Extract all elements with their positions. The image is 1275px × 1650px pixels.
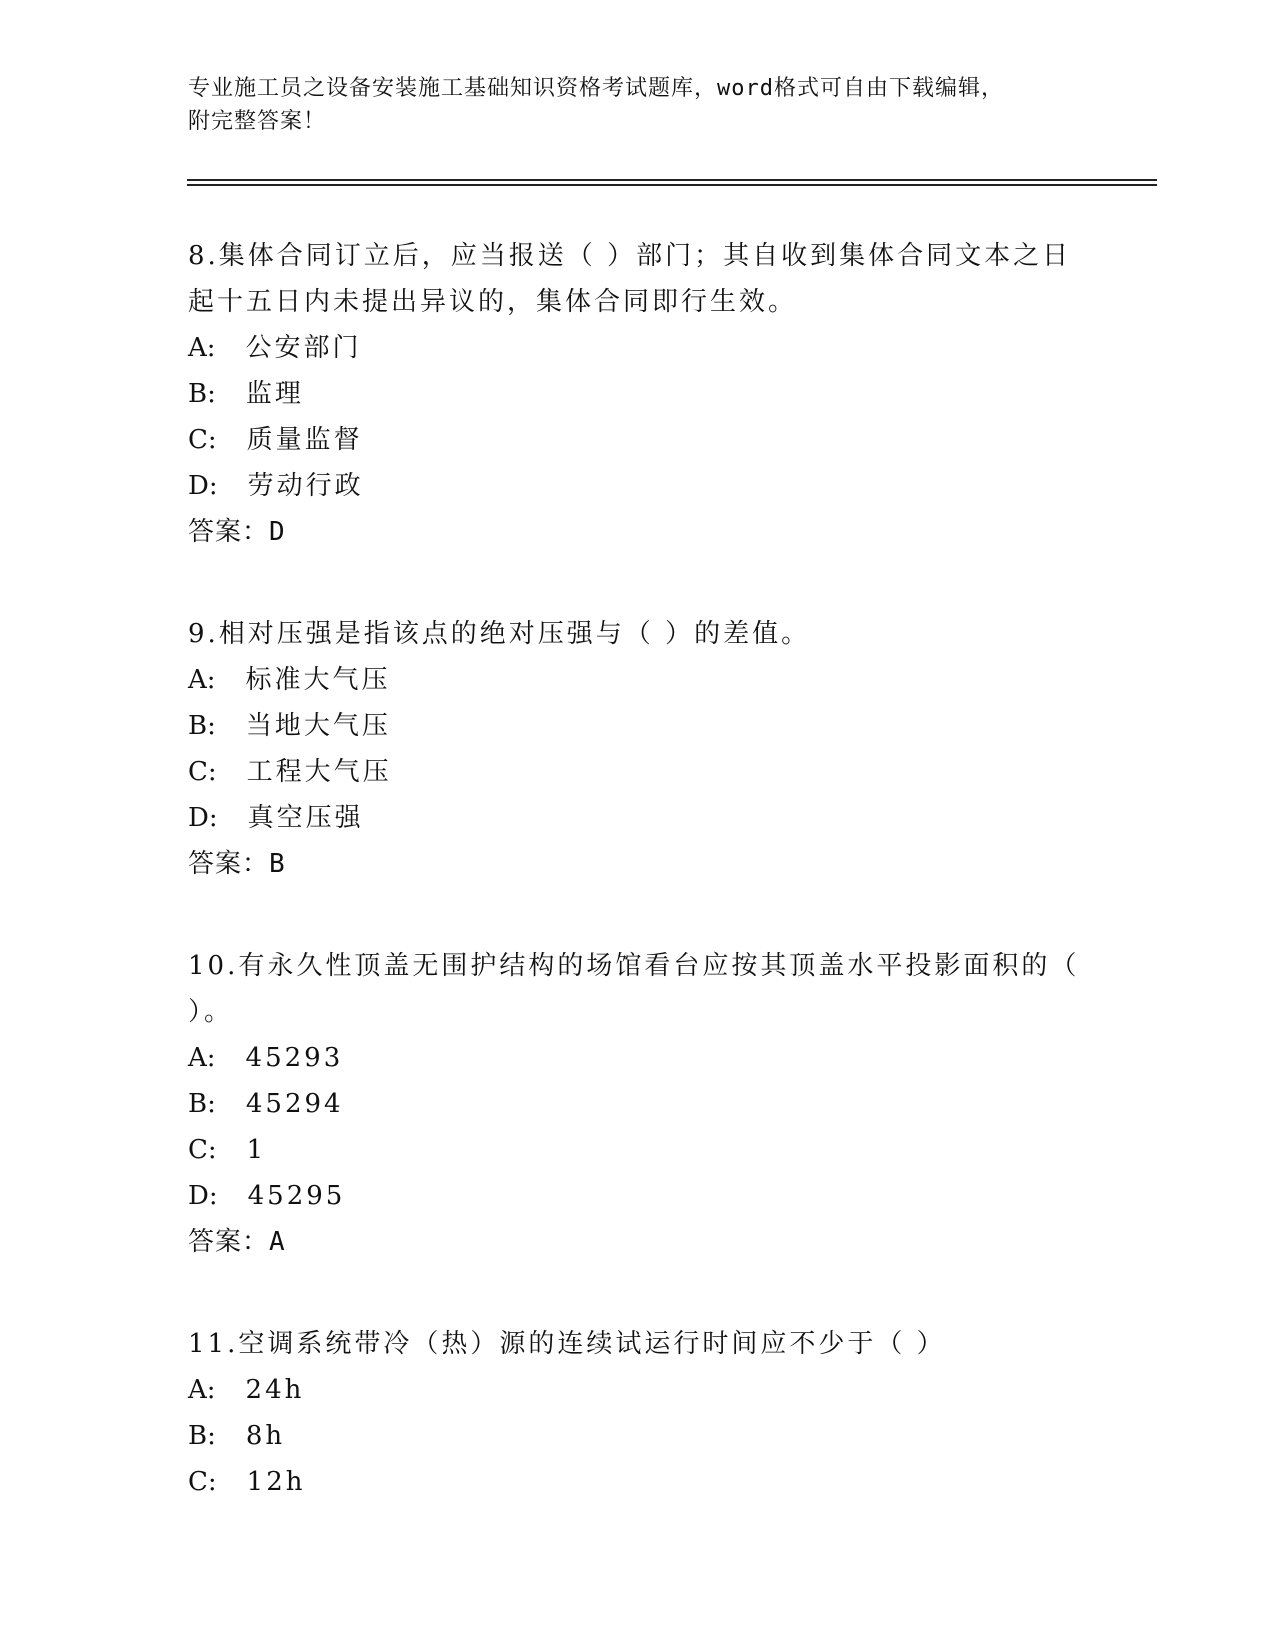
option-letter: C:: [188, 757, 217, 787]
option-letter: D:: [188, 803, 218, 833]
option-letter: A:: [188, 1043, 216, 1073]
option-d: [188, 1173, 1088, 1219]
header-line-1: 专业施工员之设备安装施工基础知识资格考试题库，word格式可自由下载编辑，: [188, 76, 1004, 101]
option-letter: C:: [188, 1135, 217, 1165]
option-letter: B:: [188, 711, 216, 741]
option-text: 24h: [245, 1375, 305, 1405]
answer-line: 答案：B: [188, 849, 286, 879]
option-a: [188, 1035, 1088, 1081]
option-text: 标准大气压: [245, 665, 391, 695]
option-b: [188, 703, 1088, 749]
option-text: 12h: [246, 1467, 306, 1497]
option-d: [188, 463, 1088, 509]
option-b: [188, 1413, 1088, 1459]
option-d: [188, 795, 1088, 841]
option-letter: D:: [188, 1181, 218, 1211]
option-text: 1: [246, 1135, 267, 1165]
question-stem: 8.集体合同订立后，应当报送（ ）部门；其自收到集体合同文本之日起十五日内未提出异议的，集体合同即行生效。: [188, 241, 1072, 317]
option-text: 45293: [245, 1043, 344, 1073]
option-a: [188, 1367, 1088, 1413]
header-rule-top: [187, 179, 1157, 181]
option-letter: D:: [188, 471, 218, 501]
option-a: [188, 657, 1088, 703]
option-letter: B:: [188, 1421, 216, 1451]
question-stem: 9.相对压强是指该点的绝对压强与（ ）的差值。: [188, 619, 811, 649]
option-c: [188, 1127, 1088, 1173]
option-text: 监理: [245, 379, 304, 409]
option-b: [188, 1081, 1088, 1127]
option-letter: C:: [188, 1467, 217, 1497]
option-text: 真空压强: [247, 803, 364, 833]
option-c: [188, 1459, 1088, 1505]
option-text: 质量监督: [246, 425, 363, 455]
question-10: [188, 943, 1088, 1265]
option-text: 45294: [245, 1089, 344, 1119]
option-text: 8h: [245, 1421, 286, 1451]
option-b: [188, 371, 1088, 417]
question-stem: 11.空调系统带冷（热）源的连续试运行时间应不少于（ ）: [188, 1329, 946, 1359]
option-letter: A:: [188, 333, 216, 363]
option-letter: C:: [188, 425, 217, 455]
answer-line: 答案：A: [188, 1227, 286, 1257]
answer-line: 答案：D: [188, 517, 286, 547]
option-text: 当地大气压: [245, 711, 391, 741]
option-letter: B:: [188, 1089, 216, 1119]
question-9: [188, 611, 1088, 887]
option-text: 劳动行政: [247, 471, 364, 501]
option-letter: A:: [188, 1375, 216, 1405]
question-8: [188, 233, 1088, 555]
option-a: [188, 325, 1088, 371]
header-line-2: 附完整答案！: [188, 109, 327, 134]
option-text: 45295: [247, 1181, 346, 1211]
question-11: [188, 1321, 1088, 1505]
option-text: 公安部门: [245, 333, 362, 363]
option-c: [188, 749, 1088, 795]
option-c: [188, 417, 1088, 463]
option-text: 工程大气压: [246, 757, 392, 787]
question-list: [188, 233, 1088, 1561]
header-rule-bottom: [187, 184, 1157, 186]
page-header: [188, 72, 1088, 138]
option-letter: B:: [188, 379, 216, 409]
option-letter: A:: [188, 665, 216, 695]
question-stem: 10.有永久性顶盖无围护结构的场馆看台应按其顶盖水平投影面积的（ ）。: [188, 951, 1080, 1027]
